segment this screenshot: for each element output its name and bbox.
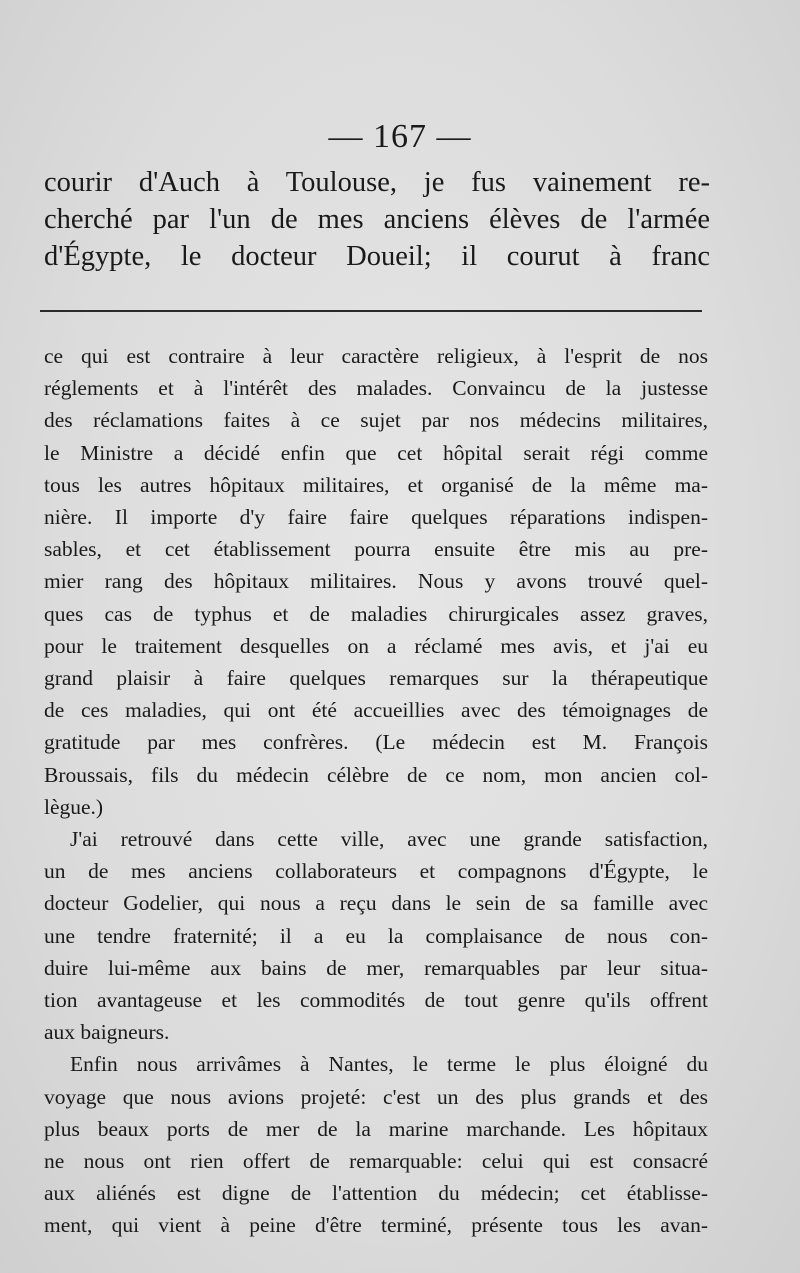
paragraph — [44, 1048, 708, 1241]
text-line: ques cas de typhus et de maladies chirurgicales assez graves, — [44, 601, 708, 626]
lower-text-block — [44, 340, 708, 1242]
text-line: grand plaisir à faire quelques remarques sur la thérapeutique — [44, 666, 708, 691]
text-line: J'ai retrouvé dans cette ville, avec une grande satisfaction, — [70, 827, 708, 852]
text-line: pour le traitement desquelles on a réclamé mes avis, et j'ai eu — [44, 633, 708, 658]
text-line: ce qui est contraire à leur caractère religieux, à l'esprit de nos — [44, 344, 708, 368]
paragraph — [44, 340, 708, 823]
upper-text-block — [44, 164, 710, 275]
text-line: une tendre fraternité; il a eu la complaisance de nous con- — [44, 923, 708, 948]
text-line: réglements et à l'intérêt des malades. Convaincu de la justesse — [44, 376, 708, 401]
text-line: duire lui-même aux bains de mer, remarquables par leur situa- — [44, 955, 708, 980]
text-line: des réclamations faites à ce sujet par nos médecins militaires, — [44, 408, 708, 433]
text-line: docteur Godelier, qui nous a reçu dans le sein de sa famille avec — [44, 891, 708, 916]
upper-line: cherché par l'un de mes anciens élèves de l'armée — [44, 204, 710, 235]
text-line: ne nous ont rien offert de remarquable: celui qui est consacré — [44, 1149, 708, 1174]
text-line: Enfin nous arrivâmes à Nantes, le terme le plus éloigné du — [70, 1052, 708, 1077]
text-line: Broussais, fils du médecin célèbre de ce nom, mon ancien col- — [44, 762, 708, 787]
text-line: gratitude par mes confrères. (Le médecin est M. François — [44, 730, 708, 755]
text-line: aux aliénés est digne de l'attention du médecin; cet établisse- — [44, 1181, 708, 1206]
text-line: le Ministre a décidé enfin que cet hôpital serait régi comme — [44, 440, 708, 465]
text-line: voyage que nous avions projeté: c'est un des plus grands et des — [44, 1084, 708, 1109]
upper-line: d'Égypte, le docteur Doueil; il courut à franc — [44, 241, 710, 272]
text-line: aux baigneurs. — [44, 1020, 170, 1045]
paragraph — [44, 823, 708, 1048]
upper-line: courir d'Auch à Toulouse, je fus vainement re- — [44, 167, 710, 198]
separator-rule — [40, 310, 702, 312]
text-line: lègue.) — [44, 794, 104, 819]
page-number: — 167 — — [328, 118, 472, 155]
text-line: tion avantageuse et les commodités de tout genre qu'ils offrent — [44, 988, 708, 1013]
text-line: sables, et cet établissement pourra ensuite être mis au pre- — [44, 537, 708, 562]
text-line: un de mes anciens collaborateurs et compagnons d'Égypte, le — [44, 859, 708, 884]
text-line: tous les autres hôpitaux militaires, et organisé de la même ma- — [44, 472, 708, 497]
text-line: plus beaux ports de mer de la marine marchande. Les hôpitaux — [44, 1116, 708, 1141]
text-line: nière. Il importe d'y faire faire quelques réparations indispen- — [44, 505, 708, 530]
text-line: de ces maladies, qui ont été accueillies avec des témoignages de — [44, 698, 708, 723]
text-line: mier rang des hôpitaux militaires. Nous y avons trouvé quel- — [44, 569, 708, 594]
text-line: ment, qui vient à peine d'être terminé, présente tous les avan- — [44, 1213, 708, 1238]
